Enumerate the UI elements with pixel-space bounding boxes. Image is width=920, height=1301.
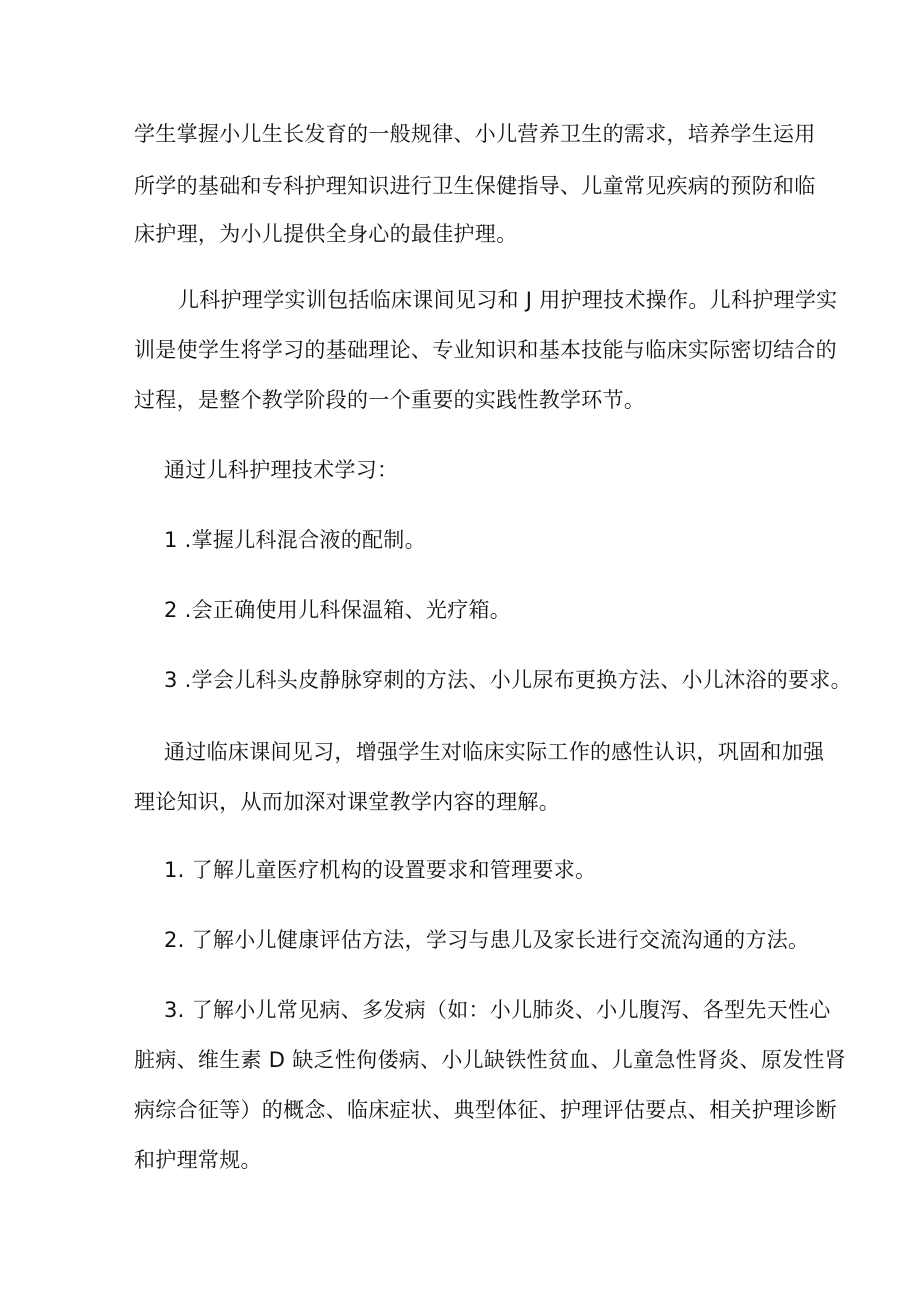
observation-item-3-line-4: 和护理常规。	[134, 1148, 262, 1172]
paragraph-1-line-3: 床护理，为小儿提供全身心的最佳护理。	[134, 222, 518, 246]
technique-item-2: 2 .会正确使用儿科保温箱、光疗箱。	[164, 598, 512, 622]
technique-item-1: 1 .掌握儿科混合液的配制。	[164, 528, 426, 552]
paragraph-1-line-2: 所学的基础和专科护理知识进行卫生保健指导、儿童常见疾病的预防和临	[134, 174, 816, 198]
paragraph-2-line-3: 过程，是整个教学阶段的一个重要的实践性教学环节。	[134, 388, 646, 412]
observation-item-2: 2. 了解小儿健康评估方法，学习与患儿及家长进行交流沟通的方法。	[164, 928, 810, 952]
technique-intro: 通过儿科护理技术学习：	[164, 458, 399, 482]
observation-intro-line-1: 通过临床课间见习，增强学生对临床实际工作的感性认识，巩固和加强	[164, 740, 825, 764]
technique-item-3: 3 .学会儿科头皮静脉穿刺的方法、小儿尿布更换方法、小儿沐浴的要求。	[164, 668, 852, 692]
paragraph-2-line-2: 训是使学生将学习的基础理论、专业知识和基本技能与临床实际密切结合的	[134, 338, 837, 362]
observation-item-3-line-2: 脏病、维生素 D 缺乏性佝偻病、小儿缺铁性贫血、儿童急性肾炎、原发性肾	[134, 1048, 847, 1072]
paragraph-1-line-1: 学生掌握小儿生长发育的一般规律、小儿营养卫生的需求，培养学生运用	[134, 122, 816, 146]
observation-item-3-line-3: 病综合征等）的概念、临床症状、典型体征、护理评估要点、相关护理诊断	[134, 1098, 837, 1122]
paragraph-2-line-1: 儿科护理学实训包括临床课间见习和 J 用护理技术操作。儿科护理学实	[178, 288, 838, 312]
observation-intro-line-2: 理论知识，从而加深对课堂教学内容的理解。	[134, 790, 560, 814]
observation-item-3-line-1: 3. 了解小儿常见病、多发病（如：小儿肺炎、小儿腹泻、各型先天性心	[164, 998, 831, 1022]
observation-item-1: 1. 了解儿童医疗机构的设置要求和管理要求。	[164, 858, 597, 882]
